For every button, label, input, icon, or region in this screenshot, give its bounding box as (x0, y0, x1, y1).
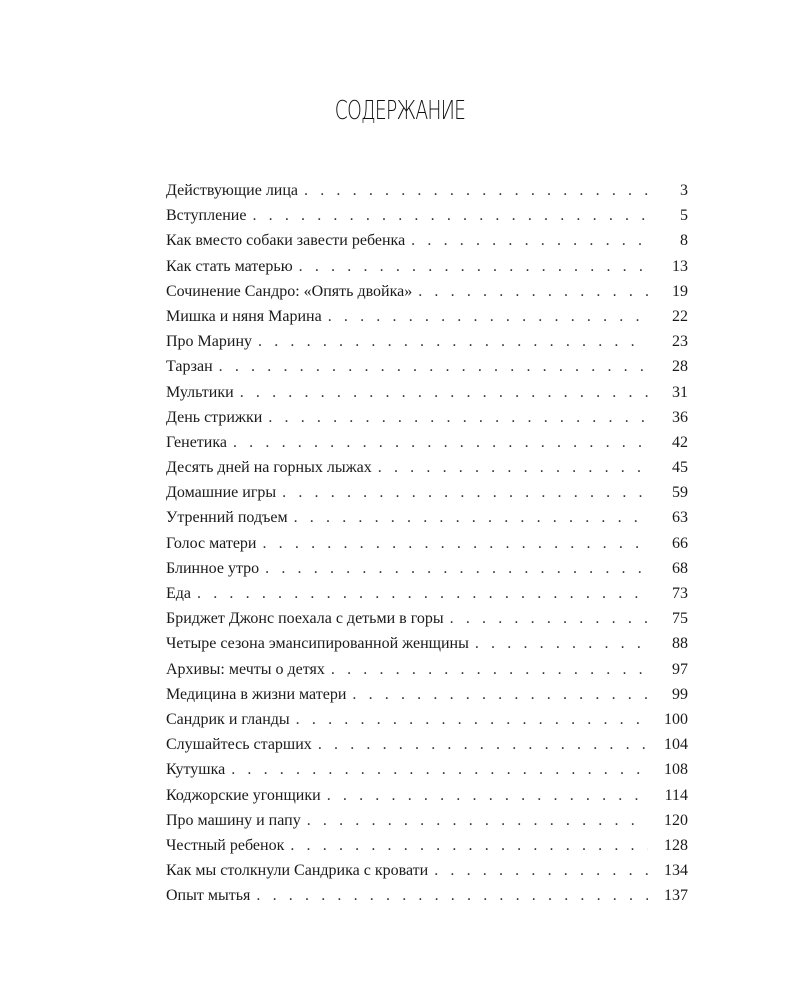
toc-entry-page: 23 (672, 333, 688, 351)
toc-entry (166, 631, 688, 656)
toc-entry-page: 13 (672, 257, 688, 275)
table-of-contents (166, 178, 688, 908)
toc-entry-title: Четыре сезона эмансипированной женщины (166, 635, 469, 653)
toc-entry-title: Вступление (166, 207, 247, 225)
toc-entry-title: Честный ребенок (166, 836, 285, 854)
toc-entry-page: 59 (672, 484, 688, 502)
dot-leader (294, 505, 648, 530)
toc-entry-page: 22 (672, 307, 688, 325)
toc-entry-page: 36 (672, 408, 688, 426)
toc-entry-page: 45 (672, 459, 688, 477)
toc-entry-title: Как вместо собаки завести ребенка (166, 232, 406, 250)
dot-leader (197, 581, 648, 606)
toc-entry-page: 128 (664, 836, 688, 854)
toc-entry-title: Мультики (166, 383, 234, 401)
toc-entry (166, 783, 688, 808)
toc-entry (166, 480, 688, 505)
toc-entry (166, 808, 688, 833)
toc-entry (166, 228, 688, 253)
toc-entry-page: 75 (672, 610, 688, 628)
dot-leader (256, 883, 648, 908)
dot-leader (252, 203, 648, 228)
toc-entry (166, 380, 688, 405)
toc-entry-title: Голос матери (166, 534, 257, 552)
toc-entry-page: 120 (664, 811, 688, 829)
dot-leader (290, 833, 648, 858)
dot-leader (268, 405, 648, 430)
dot-leader (352, 682, 648, 707)
dot-leader (418, 279, 648, 304)
toc-entry-page: 108 (664, 761, 688, 779)
toc-entry (166, 455, 688, 480)
dot-leader (450, 606, 648, 631)
dot-leader (327, 783, 648, 808)
dot-leader (328, 304, 648, 329)
toc-entry-page: 42 (672, 433, 688, 451)
toc-entry-title: Опыт мытья (166, 887, 251, 905)
toc-entry (166, 707, 688, 732)
toc-entry-title: Сочинение Сандро: «Опять двойка» (166, 282, 413, 300)
dot-leader (475, 631, 648, 656)
toc-entry-title: Утренний подъем (166, 509, 288, 527)
dot-leader (299, 254, 648, 279)
toc-entry-title: Генетика (166, 433, 227, 451)
toc-entry-page: 88 (672, 635, 688, 653)
toc-entry-title: Слушайтесь старших (166, 736, 312, 754)
toc-entry-title: Про Марину (166, 333, 253, 351)
toc-entry-page: 66 (672, 534, 688, 552)
dot-leader (240, 380, 648, 405)
toc-entry-page: 5 (680, 207, 688, 225)
dot-leader (265, 556, 648, 581)
toc-entry-page: 134 (664, 862, 688, 880)
toc-entry (166, 505, 688, 530)
toc-entry-page: 99 (672, 685, 688, 703)
dot-leader (307, 808, 648, 833)
toc-entry (166, 732, 688, 757)
toc-entry-title: Медицина в жизни матери (166, 685, 347, 703)
toc-entry-title: Десять дней на горных лыжах (166, 459, 372, 477)
page-title: СОДЕРЖАНИЕ (334, 96, 466, 126)
toc-entry-title: Тарзан (166, 358, 213, 376)
dot-leader (231, 757, 648, 782)
toc-entry-page: 19 (672, 282, 688, 300)
toc-entry-page: 8 (680, 232, 688, 250)
toc-entry (166, 329, 688, 354)
dot-leader (233, 430, 648, 455)
toc-entry (166, 405, 688, 430)
toc-entry-page: 3 (680, 182, 688, 199)
toc-entry (166, 757, 688, 782)
toc-entry-title: Блинное утро (166, 559, 260, 577)
toc-entry (166, 203, 688, 228)
toc-entry-page: 63 (672, 509, 688, 527)
toc-entry (166, 833, 688, 858)
toc-entry-title: Как мы столкнули Сандрика с кровати (166, 862, 429, 880)
toc-entry-page: 114 (664, 786, 688, 804)
dot-leader (258, 329, 648, 354)
dot-leader (262, 531, 648, 556)
toc-entry (166, 254, 688, 279)
toc-entry (166, 606, 688, 631)
dot-leader (219, 354, 648, 379)
dot-leader (378, 455, 648, 480)
dot-leader (434, 858, 648, 883)
toc-entry-page: 137 (664, 887, 688, 905)
dot-leader (331, 657, 648, 682)
toc-entry-title: Коджорские угонщики (166, 786, 321, 804)
toc-entry (166, 304, 688, 329)
toc-entry-page: 68 (672, 559, 688, 577)
toc-entry-page: 31 (672, 383, 688, 401)
toc-entry-title: Как стать матерью (166, 257, 293, 275)
toc-entry-title: Сандрик и гланды (166, 710, 290, 728)
toc-entry-page: 73 (672, 585, 688, 602)
toc-entry-title: Архивы: мечты о детях (166, 660, 325, 678)
toc-entry (166, 430, 688, 455)
toc-entry-page: 28 (672, 358, 688, 376)
dot-leader (296, 707, 648, 732)
toc-entry (166, 556, 688, 581)
dot-leader (282, 480, 648, 505)
toc-entry (166, 354, 688, 379)
toc-entry-title: Про машину и папу (166, 811, 301, 829)
toc-entry-title: Бриджет Джонс поехала с детьми в горы (166, 610, 444, 628)
toc-entry (166, 178, 688, 203)
toc-entry (166, 531, 688, 556)
toc-entry (166, 883, 688, 908)
toc-entry-title: Домашние игры (166, 484, 277, 502)
toc-entry (166, 858, 688, 883)
toc-entry (166, 657, 688, 682)
toc-entry-page: 97 (672, 660, 688, 678)
toc-entry-page: 100 (664, 710, 688, 728)
toc-entry (166, 682, 688, 707)
dot-leader (304, 178, 648, 203)
toc-entry-page: 104 (664, 736, 688, 754)
dot-leader (411, 228, 648, 253)
toc-entry-title: День стрижки (166, 408, 263, 426)
toc-entry-title: Мишка и няня Марина (166, 307, 322, 325)
toc-entry-title: Действующие лица (166, 182, 299, 199)
toc-entry (166, 581, 688, 606)
toc-entry-title: Кутушка (166, 761, 226, 779)
toc-entry (166, 279, 688, 304)
dot-leader (318, 732, 648, 757)
toc-entry-title: Еда (166, 585, 192, 602)
